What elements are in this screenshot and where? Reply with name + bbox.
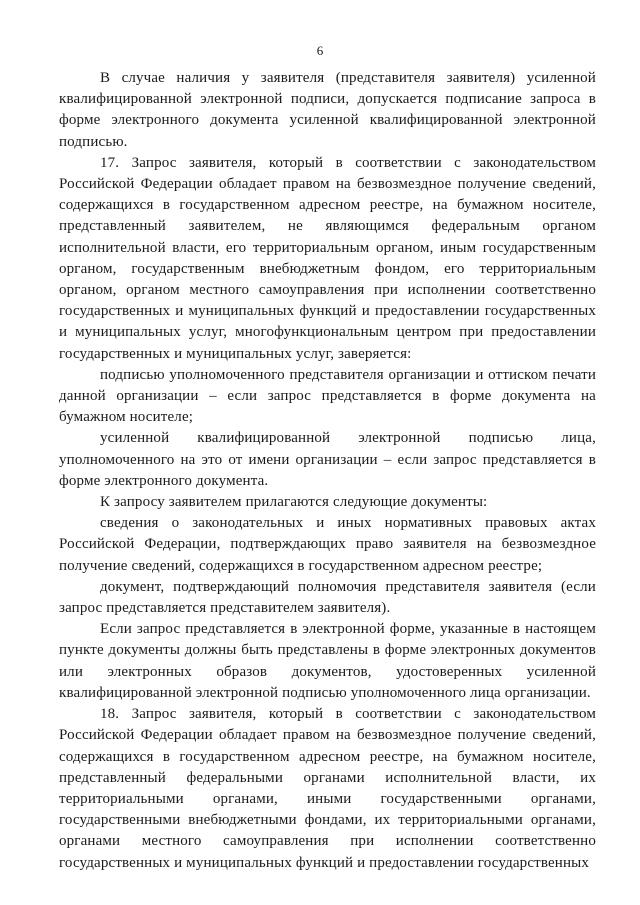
paragraph-signature-option: В случае наличия у заявителя (представителя заявителя) усиленной квалифицированной электронной подписи, допускается подписание запроса в форме электронного документа усиленной квалифицированной электронной подписью.	[59, 70, 596, 150]
paragraph-paper-signature: подписью уполномоченного представителя организации и оттиском печати данной организации – если запрос представляется в форме документа на бумажном носителе;	[59, 366, 596, 426]
body-text	[59, 68, 596, 874]
paragraph-attachment-legal-acts: сведения о законодательных и иных нормативных правовых актах Российской Федерации, подтверждающих право заявителя на безвозмездное получение сведений, содержащихся в государственном адресном реестре;	[59, 515, 596, 574]
paragraph-electronic-signature: усиленной квалифицированной электронной подписью лица, уполномоченного на это от имени организации – если запрос представляется в форме электронного документа.	[59, 430, 596, 489]
paragraph-attachment-authority: документ, подтверждающий полномочия представителя заявителя (если запрос представляется представителем заявителя).	[59, 578, 596, 617]
paragraph-18: 18. Запрос заявителя, который в соответствии с законодательством Российской Федерации обладает правом на безвозмездное получение сведений, содержащихся в государственном адресном реестре, на бумажном носителе, представленный федеральными органами исполнительной власти, их территориальными органами, иными государственными органами, государственными внебюджетными фондами, их территориальными органами, органами местного самоуправления при исполнении соответственно государственных и муниципальных функций и предоставлении государственных	[59, 706, 596, 871]
paragraph-17: 17. Запрос заявителя, который в соответствии с законодательством Российской Федерации обладает правом на безвозмездное получение сведений, содержащихся в государственном адресном реестре, на бумажном носителе, представленный заявителем, не являющимся федеральным органом исполнительной власти, его территориальным органом, иным государственным органом, государственным внебюджетным фондом, его территориальным органом, органом местного самоуправления при исполнении соответственно государственных и муниципальных функций и предоставлении государственных и муниципальных услуг, многофункциональным центром при предоставлении государственных и муниципальных услуг, заверяется:	[59, 154, 596, 362]
page-number: 6	[316, 43, 324, 58]
paragraph-electronic-form: Если запрос представляется в электронной форме, указанные в настоящем пункте документы должны быть представлены в форме электронных документов или электронных образов документов, удостоверенных усиленной квалифицированной электронной подписью уполномоченного лица организации.	[59, 621, 596, 701]
paragraph-attachments-intro: К запросу заявителем прилагаются следующие документы:	[100, 494, 488, 511]
